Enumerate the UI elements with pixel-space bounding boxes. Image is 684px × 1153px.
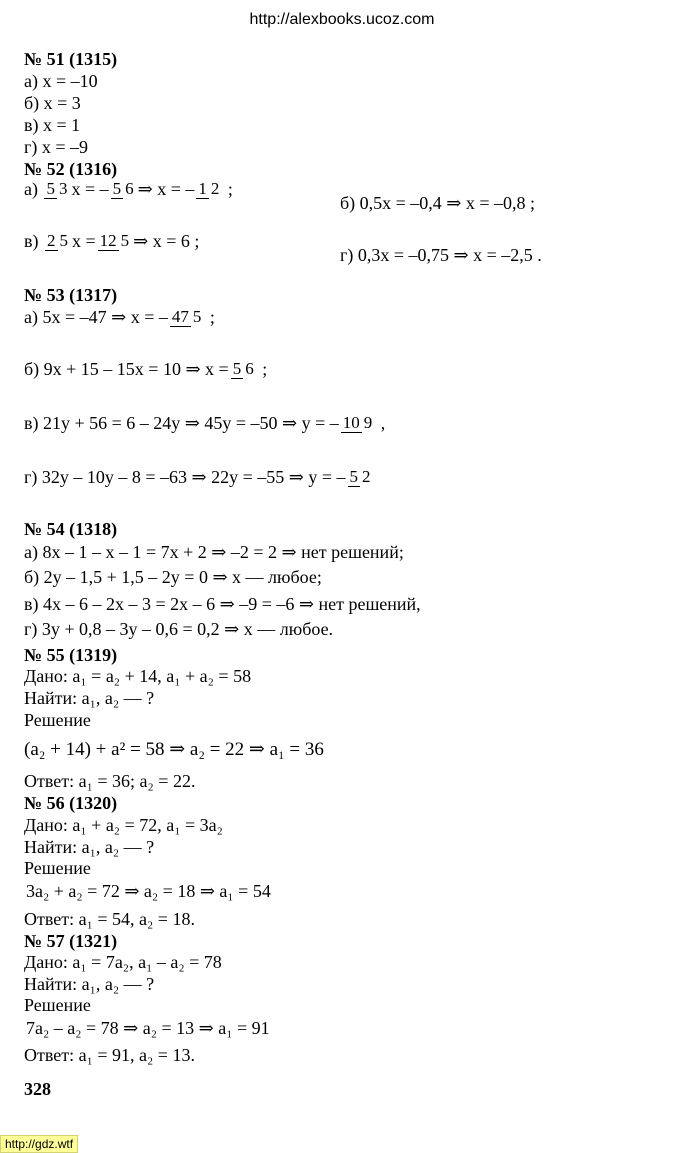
problem-55-find: Найти: a₁, a₂ — ? [24,688,155,708]
fraction [45,232,70,251]
problem-57-given: Дано: a₁ = 7a₂, a₁ – a₂ = 78 [24,952,222,972]
expr: ; [209,307,215,328]
problem-56-title: № 56 (1320) [24,793,118,813]
problem-57-solution-label: Решение [24,995,91,1015]
numerator: 12 [99,231,117,250]
expr: а) 5x = –47 ⇒ x = – [24,307,168,328]
denominator: 6 [125,179,134,198]
denominator: 5 [120,231,130,250]
problem-54-line-v: в) 4x – 6 – 2x – 3 = 2x – 6 ⇒ –9 = –6 ⇒ нет решений, [24,594,421,614]
footer-link[interactable]: http://gdz.wtf [0,1135,78,1153]
denominator: 6 [245,359,254,378]
problem-57-title: № 57 (1321) [24,931,118,951]
problem-54-line-a: а) 8x – 1 – x – 1 = 7x + 2 ⇒ –2 = 2 ⇒ нет решений; [24,542,404,562]
problem-55-answer: Ответ: a₁ = 36; a₂ = 22. [24,771,196,791]
denominator: 5 [192,307,202,326]
expr: в) 21y + 56 = 6 – 24y ⇒ 45y = –50 ⇒ y = – [24,413,339,434]
denominator: 9 [363,413,373,432]
problem-53-title: № 53 (1317) [24,285,118,305]
problem-52-title: № 52 (1316) [24,159,118,179]
problem-57-equation: 7a₂ – a₂ = 78 ⇒ a₂ = 13 ⇒ a₁ = 91 [26,1018,270,1038]
problem-53-line-v [24,414,385,433]
problem-53-line-g [24,468,375,487]
problem-51-title: № 51 (1315) [24,49,118,69]
problem-56-solution-label: Решение [24,858,91,878]
page-number: 328 [24,1079,51,1099]
problem-55-given: Дано: a₁ = a₂ + 14, a₁ + a₂ = 58 [24,666,252,686]
label: в) [24,231,39,252]
expr: б) 9x + 15 – 15x = 10 ⇒ x = [24,359,229,380]
problem-57-find: Найти: a₁, a₂ — ? [24,974,155,994]
denominator: 5 [59,231,68,250]
problem-52-line-g: г) 0,3x = –0,75 ⇒ x = –2,5 . [340,245,542,265]
header-url[interactable]: http://alexbooks.ucoz.com [249,11,435,28]
numerator: 5 [232,359,242,378]
problem-53-line-b [24,360,267,379]
expr: ; [262,359,268,380]
expr: ⇒ x = 6 ; [133,231,200,252]
denominator: 3 [58,179,68,198]
expr: ; [227,179,233,200]
label: а) [24,179,38,200]
problem-54-line-b: б) 2y – 1,5 + 1,5 – 2y = 0 ⇒ x — любое; [24,567,322,587]
numerator: 47 [171,307,189,326]
fraction [111,180,136,199]
numerator: 5 [349,467,358,486]
problem-55-title: № 55 (1319) [24,645,118,665]
problem-52-line-v [24,232,199,251]
fraction [196,180,221,199]
problem-54-title: № 54 (1318) [24,519,118,539]
expr: , [380,413,386,434]
expr: ⇒ x = – [137,179,195,200]
fraction [170,308,204,327]
fraction [98,232,132,251]
fraction [348,468,373,487]
problem-51-line-a: а) x = –10 [24,71,98,91]
problem-57-answer: Ответ: a₁ = 91, a₂ = 13. [24,1045,195,1065]
problem-52-line-a [24,180,233,199]
numerator: 5 [46,179,55,198]
problem-56-answer: Ответ: a₁ = 54, a₂ = 18. [24,909,195,929]
problem-51-line-v: в) x = 1 [24,115,81,135]
numerator: 10 [342,413,360,432]
fraction [231,360,256,379]
expr: г) 32y – 10y – 8 = –63 ⇒ 22y = –55 ⇒ y = – [24,467,346,488]
problem-51-line-g: г) x = –9 [24,137,89,157]
expr: x = – [71,179,109,200]
numerator: 1 [198,179,207,198]
problem-54-line-g: г) 3y + 0,8 – 3y – 0,6 = 0,2 ⇒ x — любое. [24,619,334,639]
problem-53-line-a [24,308,215,327]
problem-55-solution-label: Решение [24,710,91,730]
denominator: 2 [210,179,220,198]
problem-56-find: Найти: a₁, a₂ — ? [24,837,155,857]
expr: x = [72,231,96,252]
fraction [341,414,375,433]
problem-55-equation: (a₂ + 14) + a² = 58 ⇒ a₂ = 22 ⇒ a₁ = 36 [24,739,324,760]
numerator: 5 [112,179,122,198]
fraction [44,180,69,199]
denominator: 2 [362,467,371,486]
problem-52-line-b: б) 0,5x = –0,4 ⇒ x = –0,8 ; [340,193,536,213]
problem-56-equation: 3a₂ + a₂ = 72 ⇒ a₂ = 18 ⇒ a₁ = 54 [26,881,271,901]
problem-56-given: Дано: a₁ + a₂ = 72, a₁ = 3a₂ [24,815,223,835]
numerator: 2 [47,231,56,250]
problem-51-line-b: б) x = 3 [24,93,81,113]
